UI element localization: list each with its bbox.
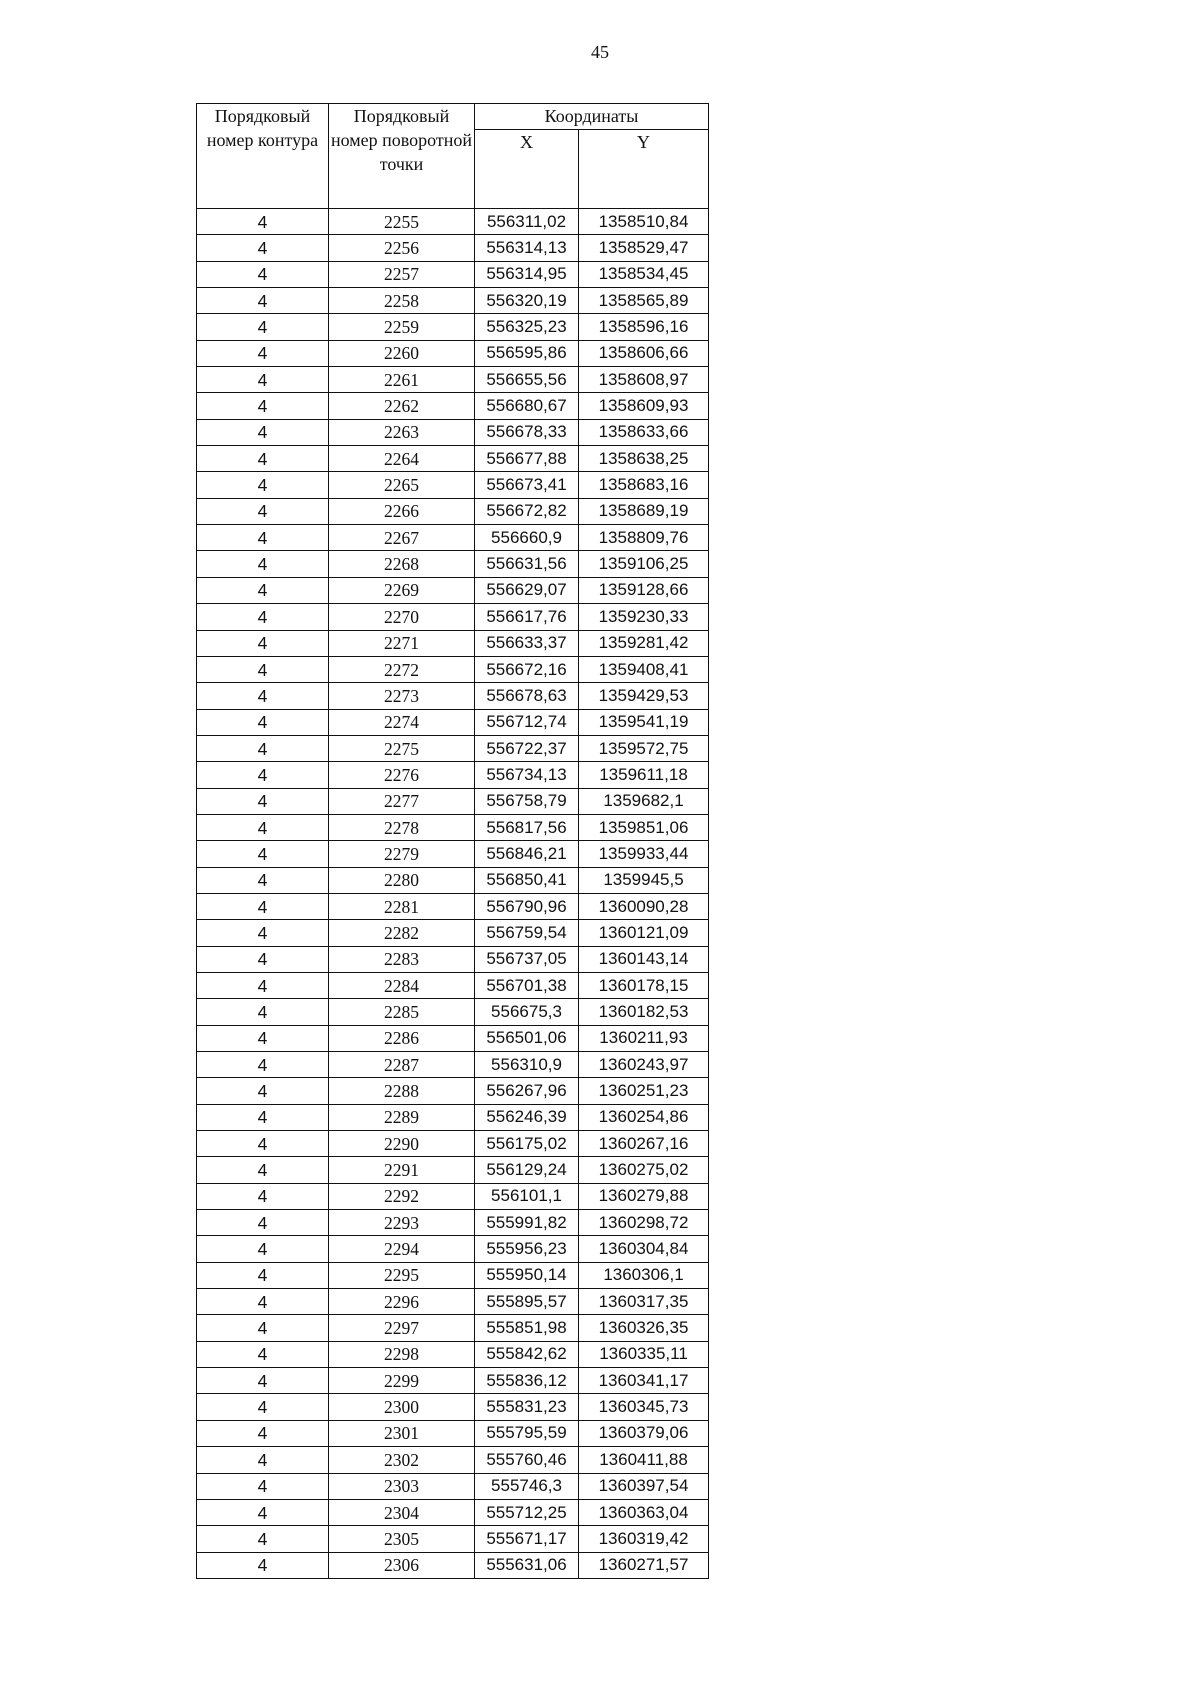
cell-contour: 4 <box>197 472 329 498</box>
table-row <box>197 1420 709 1446</box>
cell-y: 1359408,41 <box>579 656 709 682</box>
table-row <box>197 630 709 656</box>
cell-y: 1358809,76 <box>579 525 709 551</box>
cell-contour: 4 <box>197 604 329 630</box>
cell-contour: 4 <box>197 209 329 235</box>
cell-x: 556617,76 <box>475 604 579 630</box>
table-row <box>197 841 709 867</box>
header-contour-number: Порядковый номер контура <box>197 104 329 209</box>
table-row <box>197 893 709 919</box>
table-row <box>197 920 709 946</box>
cell-point: 2302 <box>329 1447 475 1473</box>
cell-y: 1359541,19 <box>579 709 709 735</box>
cell-point: 2275 <box>329 735 475 761</box>
cell-x: 556701,38 <box>475 972 579 998</box>
table-row <box>197 498 709 524</box>
cell-y: 1358683,16 <box>579 472 709 498</box>
table-row <box>197 946 709 972</box>
cell-x: 555842,62 <box>475 1341 579 1367</box>
cell-y: 1360326,35 <box>579 1315 709 1341</box>
table-row <box>197 709 709 735</box>
cell-contour: 4 <box>197 288 329 314</box>
cell-y: 1359682,1 <box>579 788 709 814</box>
table-row <box>197 209 709 235</box>
cell-x: 555851,98 <box>475 1315 579 1341</box>
cell-contour: 4 <box>197 709 329 735</box>
cell-point: 2256 <box>329 235 475 261</box>
cell-contour: 4 <box>197 999 329 1025</box>
cell-y: 1360254,86 <box>579 1104 709 1130</box>
cell-y: 1359281,42 <box>579 630 709 656</box>
cell-x: 556267,96 <box>475 1078 579 1104</box>
cell-x: 555631,06 <box>475 1552 579 1578</box>
cell-point: 2261 <box>329 367 475 393</box>
cell-point: 2281 <box>329 893 475 919</box>
cell-y: 1359611,18 <box>579 762 709 788</box>
cell-contour: 4 <box>197 1420 329 1446</box>
cell-point: 2299 <box>329 1368 475 1394</box>
cell-x: 555760,46 <box>475 1447 579 1473</box>
cell-y: 1360121,09 <box>579 920 709 946</box>
cell-y: 1360251,23 <box>579 1078 709 1104</box>
cell-y: 1358510,84 <box>579 209 709 235</box>
cell-x: 556314,95 <box>475 261 579 287</box>
cell-x: 555671,17 <box>475 1526 579 1552</box>
cell-contour: 4 <box>197 1104 329 1130</box>
cell-point: 2300 <box>329 1394 475 1420</box>
cell-y: 1358633,66 <box>579 419 709 445</box>
table-body <box>197 209 709 1579</box>
cell-point: 2290 <box>329 1131 475 1157</box>
table-row <box>197 604 709 630</box>
table-row <box>197 1078 709 1104</box>
table-row <box>197 525 709 551</box>
cell-point: 2265 <box>329 472 475 498</box>
cell-contour: 4 <box>197 1236 329 1262</box>
cell-contour: 4 <box>197 314 329 340</box>
cell-y: 1360363,04 <box>579 1499 709 1525</box>
cell-y: 1360143,14 <box>579 946 709 972</box>
coordinates-table <box>196 103 709 1579</box>
cell-contour: 4 <box>197 1183 329 1209</box>
cell-point: 2296 <box>329 1289 475 1315</box>
table-row <box>197 814 709 840</box>
table-row <box>197 735 709 761</box>
cell-point: 2272 <box>329 656 475 682</box>
cell-y: 1360335,11 <box>579 1341 709 1367</box>
cell-y: 1358638,25 <box>579 446 709 472</box>
cell-contour: 4 <box>197 446 329 472</box>
cell-contour: 4 <box>197 1262 329 1288</box>
cell-x: 556501,06 <box>475 1025 579 1051</box>
cell-point: 2304 <box>329 1499 475 1525</box>
cell-contour: 4 <box>197 393 329 419</box>
table-row <box>197 1289 709 1315</box>
cell-point: 2285 <box>329 999 475 1025</box>
cell-contour: 4 <box>197 762 329 788</box>
cell-x: 556311,02 <box>475 209 579 235</box>
cell-point: 2306 <box>329 1552 475 1578</box>
table-row <box>197 972 709 998</box>
table-row <box>197 1552 709 1578</box>
cell-y: 1359572,75 <box>579 735 709 761</box>
cell-y: 1359945,5 <box>579 867 709 893</box>
cell-contour: 4 <box>197 1552 329 1578</box>
cell-y: 1360267,16 <box>579 1131 709 1157</box>
cell-contour: 4 <box>197 577 329 603</box>
cell-contour: 4 <box>197 1368 329 1394</box>
cell-point: 2274 <box>329 709 475 735</box>
cell-x: 556680,67 <box>475 393 579 419</box>
cell-y: 1360379,06 <box>579 1420 709 1446</box>
cell-y: 1360298,72 <box>579 1210 709 1236</box>
table-row <box>197 1157 709 1183</box>
cell-x: 555746,3 <box>475 1473 579 1499</box>
cell-point: 2271 <box>329 630 475 656</box>
table-row <box>197 683 709 709</box>
cell-y: 1360319,42 <box>579 1526 709 1552</box>
cell-y: 1359429,53 <box>579 683 709 709</box>
cell-x: 556101,1 <box>475 1183 579 1209</box>
cell-x: 556314,13 <box>475 235 579 261</box>
table-row <box>197 1262 709 1288</box>
cell-x: 556678,63 <box>475 683 579 709</box>
cell-x: 556678,33 <box>475 419 579 445</box>
table-row <box>197 1341 709 1367</box>
cell-y: 1358609,93 <box>579 393 709 419</box>
cell-x: 556712,74 <box>475 709 579 735</box>
cell-point: 2286 <box>329 1025 475 1051</box>
cell-x: 556759,54 <box>475 920 579 946</box>
cell-point: 2267 <box>329 525 475 551</box>
cell-y: 1359106,25 <box>579 551 709 577</box>
cell-point: 2295 <box>329 1262 475 1288</box>
cell-x: 556672,82 <box>475 498 579 524</box>
cell-x: 555950,14 <box>475 1262 579 1288</box>
header-coordinates: Координаты <box>475 104 709 130</box>
header-y: Y <box>579 130 709 209</box>
cell-y: 1359128,66 <box>579 577 709 603</box>
cell-y: 1360090,28 <box>579 893 709 919</box>
cell-contour: 4 <box>197 630 329 656</box>
cell-x: 556631,56 <box>475 551 579 577</box>
table-row <box>197 314 709 340</box>
cell-contour: 4 <box>197 814 329 840</box>
cell-point: 2301 <box>329 1420 475 1446</box>
cell-point: 2273 <box>329 683 475 709</box>
table-row <box>197 788 709 814</box>
cell-contour: 4 <box>197 1526 329 1552</box>
cell-point: 2289 <box>329 1104 475 1130</box>
cell-x: 556595,86 <box>475 340 579 366</box>
cell-x: 556850,41 <box>475 867 579 893</box>
table-header <box>197 104 709 209</box>
cell-contour: 4 <box>197 261 329 287</box>
cell-x: 556320,19 <box>475 288 579 314</box>
cell-point: 2303 <box>329 1473 475 1499</box>
cell-y: 1358529,47 <box>579 235 709 261</box>
cell-y: 1360211,93 <box>579 1025 709 1051</box>
cell-point: 2297 <box>329 1315 475 1341</box>
cell-point: 2266 <box>329 498 475 524</box>
cell-point: 2264 <box>329 446 475 472</box>
cell-point: 2255 <box>329 209 475 235</box>
cell-contour: 4 <box>197 1052 329 1078</box>
cell-contour: 4 <box>197 867 329 893</box>
cell-contour: 4 <box>197 735 329 761</box>
table-row <box>197 1236 709 1262</box>
cell-contour: 4 <box>197 1157 329 1183</box>
cell-x: 555895,57 <box>475 1289 579 1315</box>
cell-contour: 4 <box>197 1078 329 1104</box>
cell-contour: 4 <box>197 235 329 261</box>
cell-x: 556175,02 <box>475 1131 579 1157</box>
table-row <box>197 1131 709 1157</box>
cell-y: 1358606,66 <box>579 340 709 366</box>
table-row <box>197 1526 709 1552</box>
cell-y: 1360341,17 <box>579 1368 709 1394</box>
cell-x: 556758,79 <box>475 788 579 814</box>
table-row <box>197 1210 709 1236</box>
cell-contour: 4 <box>197 841 329 867</box>
cell-contour: 4 <box>197 946 329 972</box>
cell-y: 1360306,1 <box>579 1262 709 1288</box>
table-row <box>197 1025 709 1051</box>
cell-point: 2283 <box>329 946 475 972</box>
cell-x: 555991,82 <box>475 1210 579 1236</box>
table-row <box>197 1052 709 1078</box>
table-row <box>197 419 709 445</box>
table-row <box>197 762 709 788</box>
cell-x: 556722,37 <box>475 735 579 761</box>
cell-point: 2279 <box>329 841 475 867</box>
cell-point: 2276 <box>329 762 475 788</box>
cell-point: 2278 <box>329 814 475 840</box>
cell-contour: 4 <box>197 551 329 577</box>
cell-x: 556660,9 <box>475 525 579 551</box>
cell-y: 1360271,57 <box>579 1552 709 1578</box>
table-row <box>197 1315 709 1341</box>
cell-x: 556675,3 <box>475 999 579 1025</box>
cell-y: 1360178,15 <box>579 972 709 998</box>
table-row <box>197 1368 709 1394</box>
cell-x: 556629,07 <box>475 577 579 603</box>
cell-x: 556655,56 <box>475 367 579 393</box>
cell-x: 556310,9 <box>475 1052 579 1078</box>
cell-point: 2287 <box>329 1052 475 1078</box>
cell-x: 556846,21 <box>475 841 579 867</box>
cell-point: 2293 <box>329 1210 475 1236</box>
cell-point: 2260 <box>329 340 475 366</box>
cell-x: 556325,23 <box>475 314 579 340</box>
cell-y: 1359851,06 <box>579 814 709 840</box>
cell-contour: 4 <box>197 1210 329 1236</box>
cell-contour: 4 <box>197 683 329 709</box>
table-row <box>197 235 709 261</box>
table-row <box>197 1394 709 1420</box>
cell-x: 555836,12 <box>475 1368 579 1394</box>
cell-contour: 4 <box>197 1394 329 1420</box>
cell-contour: 4 <box>197 1289 329 1315</box>
cell-point: 2257 <box>329 261 475 287</box>
cell-point: 2305 <box>329 1526 475 1552</box>
cell-point: 2258 <box>329 288 475 314</box>
cell-x: 556672,16 <box>475 656 579 682</box>
table-row <box>197 1447 709 1473</box>
table-row <box>197 1473 709 1499</box>
cell-y: 1360243,97 <box>579 1052 709 1078</box>
cell-y: 1360182,53 <box>579 999 709 1025</box>
cell-x: 556633,37 <box>475 630 579 656</box>
cell-point: 2270 <box>329 604 475 630</box>
cell-point: 2259 <box>329 314 475 340</box>
table-row <box>197 1499 709 1525</box>
cell-contour: 4 <box>197 340 329 366</box>
table-row <box>197 367 709 393</box>
cell-point: 2288 <box>329 1078 475 1104</box>
cell-x: 556673,41 <box>475 472 579 498</box>
cell-y: 1359230,33 <box>579 604 709 630</box>
cell-y: 1360317,35 <box>579 1289 709 1315</box>
cell-x: 556734,13 <box>475 762 579 788</box>
cell-x: 555795,59 <box>475 1420 579 1446</box>
cell-point: 2268 <box>329 551 475 577</box>
cell-point: 2291 <box>329 1157 475 1183</box>
cell-contour: 4 <box>197 1131 329 1157</box>
cell-y: 1360304,84 <box>579 1236 709 1262</box>
cell-y: 1359933,44 <box>579 841 709 867</box>
cell-x: 556790,96 <box>475 893 579 919</box>
cell-y: 1358689,19 <box>579 498 709 524</box>
cell-x: 555712,25 <box>475 1499 579 1525</box>
cell-y: 1360275,02 <box>579 1157 709 1183</box>
cell-contour: 4 <box>197 419 329 445</box>
cell-point: 2298 <box>329 1341 475 1367</box>
cell-y: 1360397,54 <box>579 1473 709 1499</box>
cell-contour: 4 <box>197 525 329 551</box>
cell-point: 2263 <box>329 419 475 445</box>
cell-y: 1358608,97 <box>579 367 709 393</box>
table-row <box>197 472 709 498</box>
cell-point: 2280 <box>329 867 475 893</box>
cell-contour: 4 <box>197 1341 329 1367</box>
cell-contour: 4 <box>197 656 329 682</box>
cell-contour: 4 <box>197 920 329 946</box>
table-row <box>197 656 709 682</box>
cell-x: 555831,23 <box>475 1394 579 1420</box>
cell-point: 2282 <box>329 920 475 946</box>
cell-y: 1358565,89 <box>579 288 709 314</box>
table-row <box>197 340 709 366</box>
cell-x: 556677,88 <box>475 446 579 472</box>
cell-y: 1358596,16 <box>579 314 709 340</box>
cell-contour: 4 <box>197 788 329 814</box>
table-row <box>197 999 709 1025</box>
cell-contour: 4 <box>197 1447 329 1473</box>
cell-x: 556246,39 <box>475 1104 579 1130</box>
cell-x: 556129,24 <box>475 1157 579 1183</box>
cell-point: 2292 <box>329 1183 475 1209</box>
table-row <box>197 446 709 472</box>
header-x: X <box>475 130 579 209</box>
cell-point: 2284 <box>329 972 475 998</box>
cell-point: 2269 <box>329 577 475 603</box>
cell-y: 1360411,88 <box>579 1447 709 1473</box>
cell-contour: 4 <box>197 972 329 998</box>
cell-contour: 4 <box>197 498 329 524</box>
cell-point: 2262 <box>329 393 475 419</box>
header-point-number: Порядковый номер поворотной точки <box>329 104 475 209</box>
cell-contour: 4 <box>197 1473 329 1499</box>
page-number: 45 <box>591 42 609 62</box>
cell-y: 1358534,45 <box>579 261 709 287</box>
table-row <box>197 1183 709 1209</box>
cell-point: 2277 <box>329 788 475 814</box>
table-row <box>197 577 709 603</box>
cell-contour: 4 <box>197 1499 329 1525</box>
table-row <box>197 261 709 287</box>
table-row <box>197 551 709 577</box>
cell-contour: 4 <box>197 893 329 919</box>
table-row <box>197 1104 709 1130</box>
cell-contour: 4 <box>197 367 329 393</box>
cell-x: 556737,05 <box>475 946 579 972</box>
table-row <box>197 393 709 419</box>
cell-y: 1360279,88 <box>579 1183 709 1209</box>
cell-contour: 4 <box>197 1315 329 1341</box>
cell-point: 2294 <box>329 1236 475 1262</box>
cell-y: 1360345,73 <box>579 1394 709 1420</box>
cell-x: 556817,56 <box>475 814 579 840</box>
cell-x: 555956,23 <box>475 1236 579 1262</box>
cell-contour: 4 <box>197 1025 329 1051</box>
table-row <box>197 288 709 314</box>
table-row <box>197 867 709 893</box>
